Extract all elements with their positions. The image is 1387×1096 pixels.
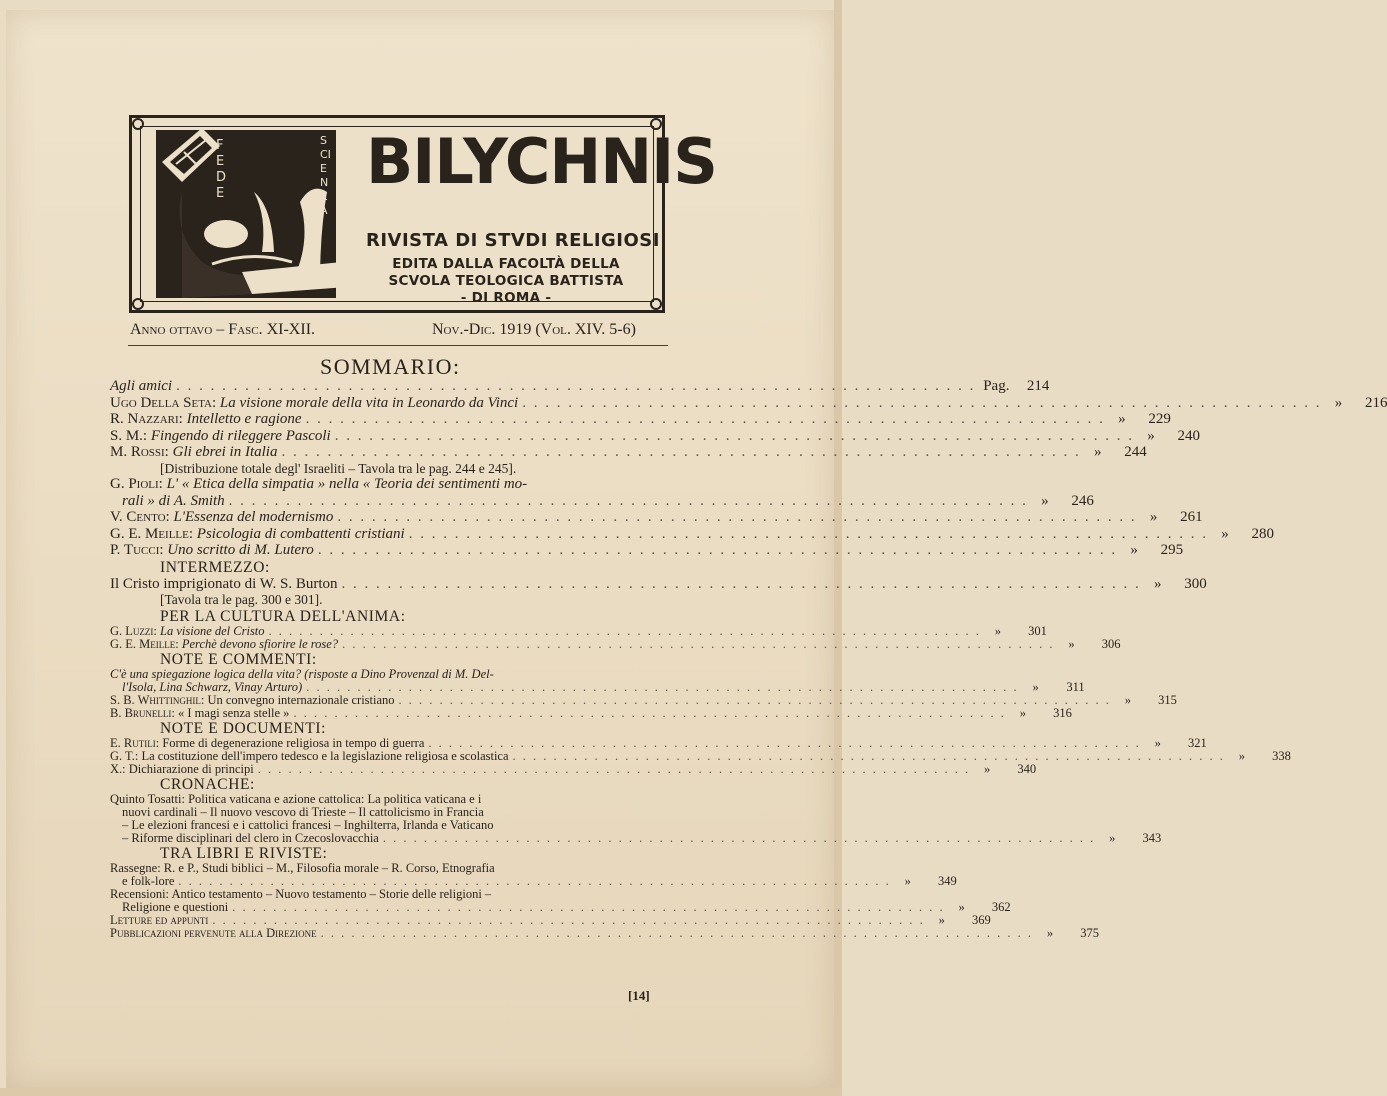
leader-dots	[258, 763, 970, 776]
entry-author: V. Cento:	[110, 509, 170, 525]
leader-dots	[281, 444, 1080, 461]
entry-page: 300	[1184, 575, 1207, 592]
leader-dots	[335, 428, 1134, 445]
journal-subtitle: RIVISTA DI STVDI RELIGIOSI	[366, 230, 660, 251]
entry-title: C'è una spiegazione logica della vita? (risposte a Dino Provenzal di M. Del-	[110, 666, 494, 681]
entry-mark: »	[1124, 692, 1132, 707]
entry-title: Psicologia di combattenti cristiani	[196, 525, 405, 542]
entry-title: rali » di A. Smith	[122, 492, 225, 509]
entry-note: [Tavola tra le pag. 300 e 301].	[160, 592, 323, 607]
leader-dots	[321, 927, 1033, 940]
corner-ornament-icon	[648, 296, 664, 312]
entry-title: Religione e questioni	[122, 899, 229, 914]
toc-entry	[110, 444, 1147, 461]
entry-mark: »	[1154, 575, 1162, 592]
publisher-line: SCVOLA TEOLOGICA BATTISTA	[388, 273, 624, 289]
leader-dots	[428, 737, 1140, 750]
leader-dots	[306, 411, 1105, 428]
entry-mark: »	[1046, 925, 1054, 940]
toc-entry	[110, 912, 991, 927]
corner-ornament-icon	[130, 116, 146, 132]
leader-dots	[513, 750, 1225, 763]
entry-title: – Riforme disciplinari del clero in Czecoslovacchia	[122, 830, 379, 845]
masthead	[129, 115, 717, 313]
leader-dots	[269, 625, 981, 638]
entry-title: Gli ebrei in Italia	[172, 444, 278, 460]
entry-title: Recensioni: Antico testamento – Nuovo testamento – Storie delle religioni –	[110, 886, 492, 901]
entry-title: Pubblicazioni pervenute alla Direzione	[110, 925, 317, 940]
entry-page: 338	[1272, 748, 1291, 763]
entry-page: 295	[1160, 542, 1184, 558]
entry-page: 261	[1180, 509, 1203, 525]
entry-mark: »	[1032, 679, 1039, 694]
entry-mark: »	[1238, 748, 1246, 763]
entry-author: G. Luzzi:	[110, 623, 157, 638]
leader-dots	[383, 832, 1095, 845]
entry-title: Letture ed appunti	[110, 912, 209, 927]
leader-dots	[399, 694, 1111, 707]
entry-title: Uno scritto di M. Lutero	[167, 542, 314, 558]
section-heading: TRA LIBRI E RIVISTE:	[160, 844, 328, 862]
leader-dots	[176, 378, 975, 395]
page-edge-bottom	[0, 1088, 842, 1096]
entry-mark: »	[1068, 636, 1075, 651]
entry-title: Agli amici	[110, 378, 173, 394]
journal-title: BILYCHNIS	[366, 125, 717, 198]
corner-ornament-icon	[648, 116, 664, 132]
entry-mark: »	[1118, 411, 1126, 427]
entry-mark: »	[958, 899, 965, 914]
entry-author: P. Tucci:	[110, 542, 164, 558]
page-number: [14]	[628, 988, 650, 1003]
section-heading: NOTE E COMMENTI:	[160, 650, 317, 668]
entry-author: R. Nazzari:	[110, 411, 183, 427]
entry-author: E. Rutili:	[110, 735, 160, 750]
entry-title: La visione morale della vita in Leonardo da Vinci	[219, 394, 519, 411]
entry-title: l'Isola, Lina Schwarz, Vinay Arturo)	[122, 679, 303, 694]
leader-dots	[409, 526, 1208, 543]
leader-dots	[342, 576, 1141, 593]
leader-dots	[178, 875, 890, 888]
entry-mark: »	[904, 873, 911, 888]
entry-mark: »	[1093, 444, 1102, 460]
entry-page: 349	[938, 873, 957, 888]
entry-page: 311	[1066, 679, 1085, 694]
toc-entry	[110, 427, 1200, 445]
entry-title: nuovi cardinali – Il nuovo vescovo di Trieste – Il cattolicismo in Francia	[122, 804, 484, 819]
section-heading: NOTE E DOCUMENTI:	[160, 719, 327, 737]
entry-page: 240	[1177, 427, 1200, 444]
entry-title: Fingendo di rileggere Pascoli	[150, 427, 331, 444]
entry-mark: »	[994, 623, 1002, 638]
leader-dots	[306, 681, 1018, 694]
entry-title: – Le elezioni francesi e i cattolici francesi – Inghilterra, Irlanda e Vaticano	[122, 817, 494, 832]
toc-entry	[110, 525, 1274, 543]
entry-page: 216	[1364, 394, 1387, 411]
entry-page: 362	[991, 899, 1011, 914]
entry-mark: »	[1130, 542, 1138, 558]
entry-author: G. E. Meille:	[110, 636, 179, 651]
toc-entry	[110, 873, 957, 888]
leader-dots	[522, 395, 1321, 412]
entry-author: M. Rossi:	[110, 444, 169, 460]
toc-entry	[110, 636, 1121, 651]
entry-note: [Distribuzione totale degl' Israeliti – Tavola tra le pag. 244 e 245].	[160, 460, 517, 476]
toc-entry	[110, 575, 1207, 593]
entry-title: L' « Etica della simpatia » nella « Teoria dei sentimenti mo-	[166, 476, 528, 492]
entry-page: 280	[1251, 525, 1274, 542]
entry-title: Rassegne: R. e P., Studi biblici – M., Filosofia morale – R. Corso, Etnografia	[110, 860, 495, 875]
publisher-block	[366, 256, 646, 307]
entry-page: 244	[1124, 444, 1147, 460]
entry-author: G. E. Meille:	[110, 525, 194, 542]
leader-dots	[293, 707, 1005, 720]
section-heading: PER LA CULTURA DELL'ANIMA:	[160, 607, 406, 625]
leader-dots	[342, 638, 1054, 651]
entry-mark: »	[1149, 509, 1158, 525]
toc-entry-line	[110, 806, 690, 819]
toc-entry-line	[110, 668, 690, 681]
entry-author: G. T.:	[110, 748, 139, 763]
entry-mark: »	[1109, 830, 1116, 845]
entry-page: 246	[1071, 492, 1094, 509]
corner-ornament-icon	[130, 296, 146, 312]
toc-entry-line	[110, 819, 690, 832]
entry-author: Ugo Della Seta:	[110, 394, 217, 411]
toc-entry	[110, 542, 1184, 559]
entry-title: La visione del Cristo	[160, 623, 265, 638]
emblem-word-fede: FEDE	[216, 138, 227, 201]
entry-author: X.:	[110, 761, 126, 776]
entry-page: 229	[1148, 411, 1171, 427]
toc-entry	[110, 411, 1171, 428]
publisher-line: - DI ROMA -	[460, 290, 552, 306]
entry-mark: »	[1221, 525, 1229, 542]
entry-page: 316	[1053, 705, 1072, 720]
entry-author: B. Brunelli:	[110, 705, 175, 720]
entry-author: G. Pioli:	[110, 476, 163, 492]
entry-page: 315	[1158, 692, 1177, 707]
leader-dots	[212, 914, 924, 927]
entry-page: 301	[1028, 623, 1047, 638]
toc-entry	[110, 378, 1050, 395]
entry-mark: »	[1041, 492, 1049, 509]
entry-page: 343	[1142, 830, 1162, 845]
toc-entry	[110, 492, 1094, 510]
toc-entry-line	[110, 476, 690, 493]
section-heading: CRONACHE:	[160, 775, 255, 793]
leader-dots	[337, 509, 1136, 526]
entry-mark: »	[1154, 735, 1161, 750]
entry-title: L'Essenza del modernismo	[173, 509, 334, 525]
leader-dots	[232, 901, 944, 914]
entry-page: 340	[1017, 761, 1037, 776]
toc-entry-line	[110, 862, 690, 875]
woodcut-emblem	[142, 122, 372, 300]
entry-mark: »	[983, 761, 991, 776]
entry-page: 214	[1026, 378, 1050, 394]
entry-page: 321	[1188, 735, 1207, 750]
toc-entry	[110, 830, 1162, 845]
toc-entry	[110, 925, 1099, 940]
leader-dots	[318, 542, 1117, 559]
entry-author: S. M.:	[110, 427, 148, 444]
leader-dots	[229, 493, 1028, 510]
emblem-word-scienza: SCIENZA	[320, 134, 331, 217]
entry-title: Un convegno internazionale cristiano	[207, 692, 395, 707]
entry-page: 375	[1080, 925, 1099, 940]
divider	[128, 345, 668, 346]
issue-volume: Anno ottavo – Fasc. XI-XII.	[130, 321, 316, 338]
toc-entry	[110, 899, 1011, 914]
entry-title: Intelletto e ragione	[186, 411, 302, 427]
contents-heading: SOMMARIO:	[320, 354, 461, 379]
toc-entry	[110, 761, 1037, 776]
section-heading: INTERMEZZO:	[160, 558, 270, 576]
table-of-contents	[110, 378, 1387, 940]
entry-mark: Pag.	[983, 378, 1010, 394]
entry-title: Dichiarazione di principi	[128, 761, 254, 776]
entry-title: Forme di degenerazione religiosa in tempo di guerra	[162, 735, 425, 750]
entry-title: Quinto Tosatti: Politica vaticana e azione cattolica: La politica vaticana e i	[110, 791, 482, 806]
toc-entry	[110, 705, 1072, 720]
issue-date: Nov.-Dic. 1919 (Vol. XIV. 5-6)	[432, 321, 636, 338]
entry-mark: »	[1334, 394, 1343, 411]
entry-mark: »	[1019, 705, 1026, 720]
entry-title: e folk-lore	[122, 873, 175, 888]
entry-mark: »	[1147, 427, 1155, 444]
toc-entry	[110, 509, 1203, 526]
toc-entry-line	[110, 793, 690, 806]
entry-author: S. B. Whittinghil:	[110, 692, 205, 707]
entry-page: 369	[972, 912, 991, 927]
toc-entry-line	[110, 888, 690, 901]
entry-title: La costituzione dell'impero tedesco e la legislazione religiosa e scolastica	[141, 748, 509, 763]
publisher-line: EDITA DALLA FACOLTÀ DELLA	[392, 256, 620, 272]
toc-entry	[110, 394, 1387, 412]
entry-page: 306	[1101, 636, 1121, 651]
entry-title: « I magi senza stelle »	[178, 705, 290, 720]
entry-title: Perchè devono sfiorire le rose?	[181, 636, 339, 651]
entry-title: Il Cristo imprigionato di W. S. Burton	[110, 575, 338, 592]
entry-mark: »	[938, 912, 945, 927]
